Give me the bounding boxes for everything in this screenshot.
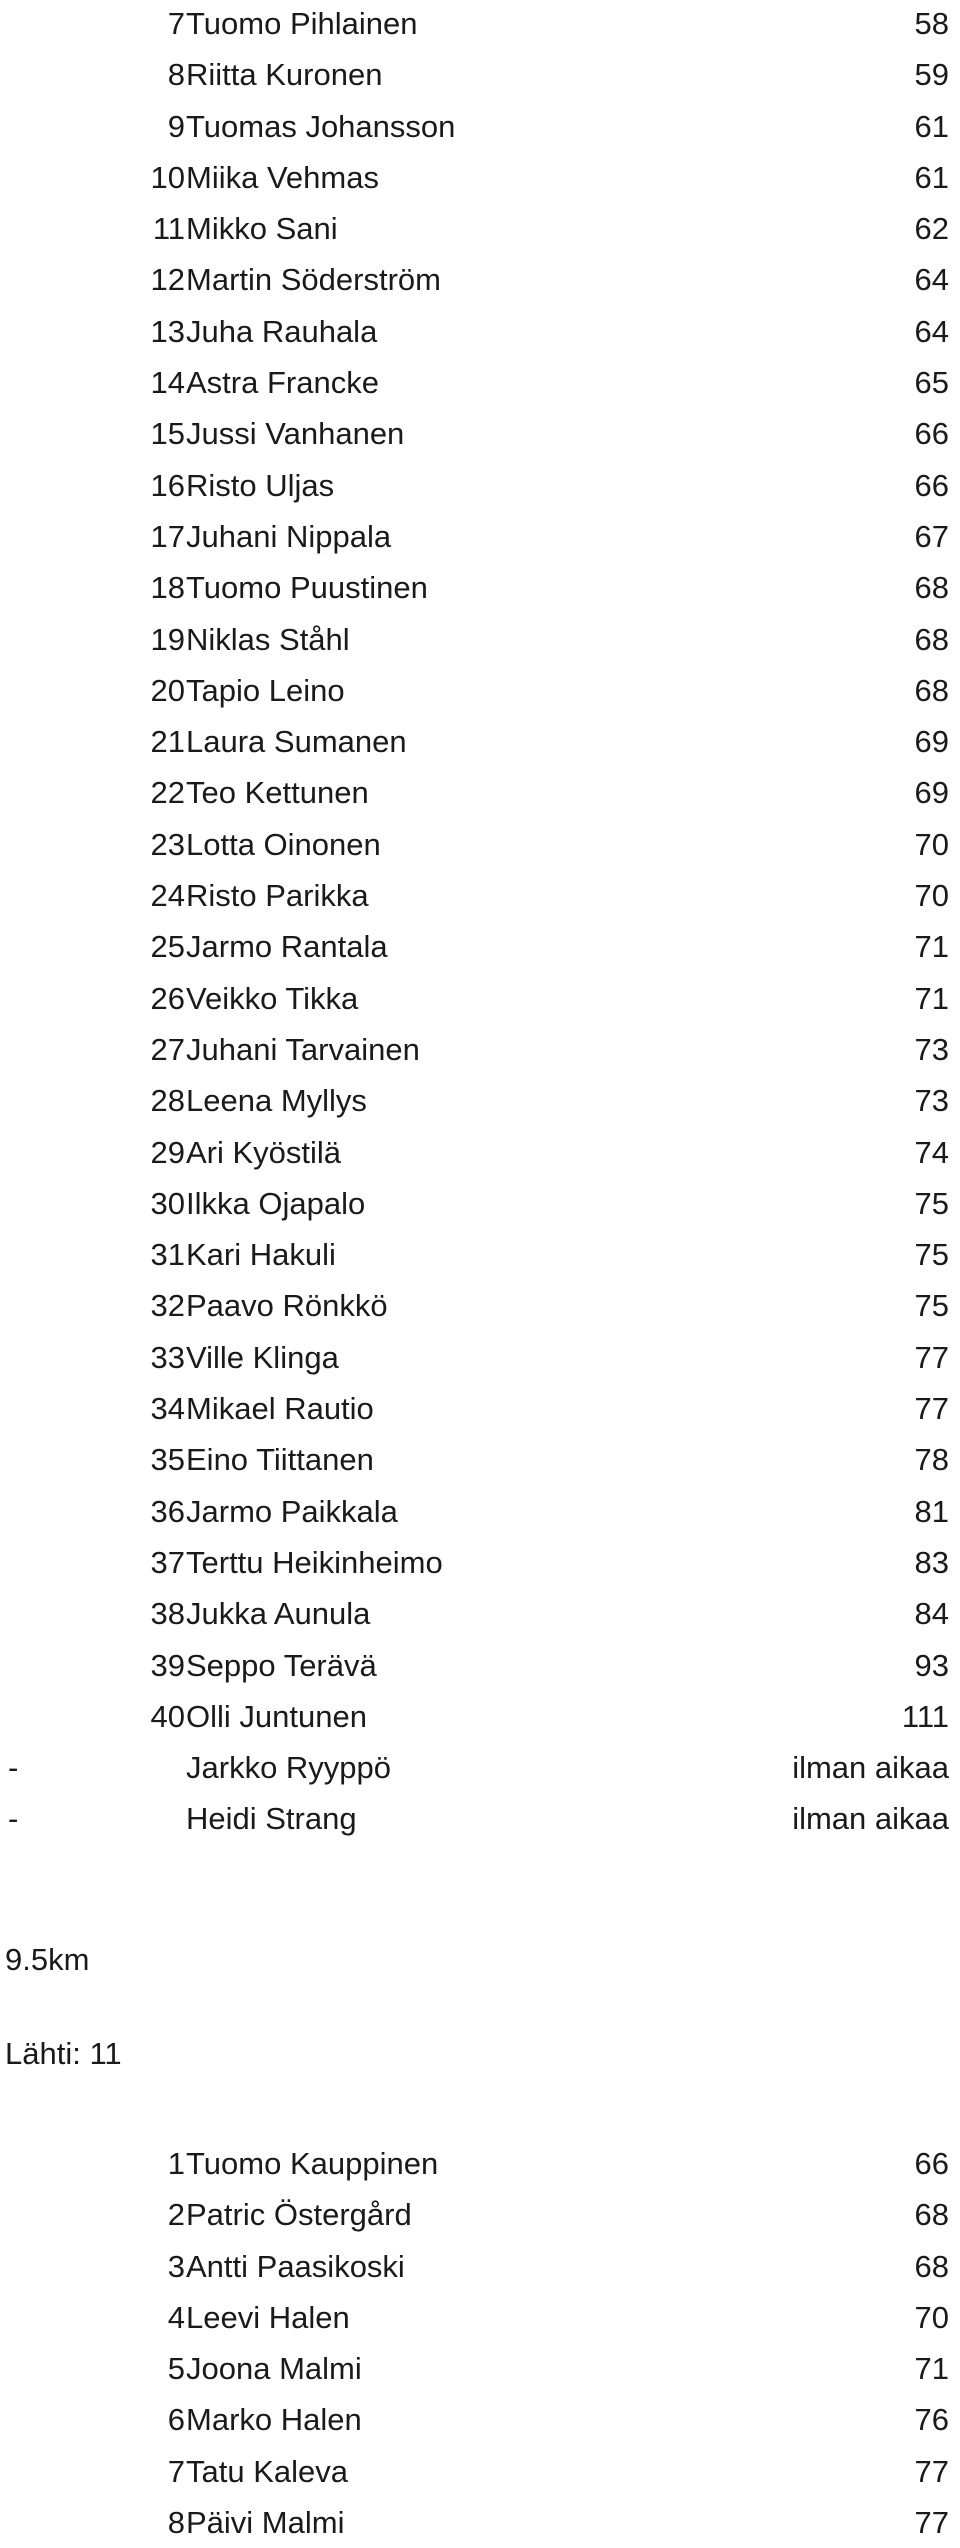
result-time: 83 <box>914 1544 949 1580</box>
result-row <box>0 1332 960 1383</box>
unplaced-mark: - <box>8 1801 19 1837</box>
competitor-name: Miika Vehmas <box>186 159 379 195</box>
competitor-name: Tapio Leino <box>186 672 345 708</box>
result-row <box>0 408 960 459</box>
rank: 2 <box>167 2197 185 2233</box>
result-row <box>0 511 960 562</box>
rank: 23 <box>150 826 185 862</box>
rank: 35 <box>150 1442 185 1478</box>
result-row <box>0 357 960 408</box>
rank: 36 <box>150 1493 185 1529</box>
result-time: 58 <box>914 6 949 41</box>
result-row <box>0 1075 960 1126</box>
results-list-2 <box>0 2138 960 2548</box>
rank: 20 <box>150 672 185 708</box>
competitor-name: Olli Juntunen <box>186 1698 367 1734</box>
result-time: 61 <box>914 159 949 195</box>
result-row <box>0 1383 960 1434</box>
result-time: 75 <box>914 1237 949 1273</box>
result-time: 73 <box>914 1031 949 1067</box>
result-time: 69 <box>914 775 949 811</box>
competitor-name: Jarkko Ryyppö <box>186 1750 392 1786</box>
rank: 4 <box>167 2299 185 2335</box>
competitor-name: Jukka Aunula <box>186 1596 371 1632</box>
competitor-name: Jussi Vanhanen <box>186 416 405 452</box>
result-row <box>0 716 960 767</box>
result-time: 93 <box>914 1647 949 1683</box>
result-time: 71 <box>914 929 949 965</box>
result-row <box>0 1691 960 1742</box>
result-row <box>0 2446 960 2497</box>
competitor-name: Riitta Kuronen <box>186 57 383 93</box>
rank: 37 <box>150 1544 185 1580</box>
unplaced-mark: - <box>8 1750 19 1786</box>
result-time: 75 <box>914 1288 949 1324</box>
rank: 11 <box>152 211 185 247</box>
result-row <box>0 2241 960 2292</box>
result-time: 71 <box>914 980 949 1016</box>
competitor-name: Eino Tiittanen <box>186 1442 374 1478</box>
rank: 3 <box>167 2248 185 2284</box>
result-row <box>0 562 960 613</box>
rank: 5 <box>167 2351 185 2387</box>
competitor-name: Tatu Kaleva <box>186 2453 348 2489</box>
result-row <box>0 1588 960 1639</box>
competitor-name: Juha Rauhala <box>186 313 378 349</box>
result-time: 64 <box>914 262 949 298</box>
competitor-name: Ari Kyöstilä <box>186 1134 342 1170</box>
competitor-name: Kari Hakuli <box>186 1237 336 1273</box>
rank: 30 <box>150 1185 185 1221</box>
competitor-name: Päivi Malmi <box>186 2505 345 2541</box>
result-row <box>0 254 960 305</box>
result-time: 68 <box>914 2248 949 2284</box>
rank: 26 <box>150 980 185 1016</box>
competitor-name: Seppo Terävä <box>186 1647 377 1683</box>
result-time: ilman aikaa <box>792 1801 949 1837</box>
result-time: 65 <box>914 365 949 401</box>
result-row <box>0 1793 960 1844</box>
rank: 8 <box>167 2505 185 2541</box>
result-time: 111 <box>901 1698 949 1734</box>
competitor-name: Tuomo Puustinen <box>186 570 428 606</box>
competitor-name: Antti Paasikoski <box>186 2248 405 2284</box>
result-row <box>0 306 960 357</box>
result-time: 78 <box>914 1442 949 1478</box>
result-row <box>0 1742 960 1793</box>
competitor-name: Teo Kettunen <box>186 775 369 811</box>
rank: 27 <box>150 1031 185 1067</box>
competitor-name: Jarmo Paikkala <box>186 1493 398 1529</box>
result-time: 77 <box>914 2505 949 2541</box>
rank: 8 <box>167 57 185 93</box>
result-row <box>0 2138 960 2189</box>
result-row <box>0 767 960 818</box>
rank: 13 <box>150 313 185 349</box>
result-time: 70 <box>914 2299 949 2335</box>
competitor-name: Paavo Rönkkö <box>186 1288 388 1324</box>
result-row <box>0 49 960 100</box>
result-time: 62 <box>914 211 949 247</box>
rank: 24 <box>150 878 185 914</box>
competitor-name: Risto Uljas <box>186 467 335 503</box>
result-row <box>0 2189 960 2240</box>
competitor-name: Tuomo Kauppinen <box>186 2146 439 2181</box>
result-time: 84 <box>914 1596 949 1632</box>
result-time: ilman aikaa <box>792 1750 949 1786</box>
competitor-name: Laura Sumanen <box>186 724 407 760</box>
result-row <box>0 1486 960 1537</box>
result-row <box>0 665 960 716</box>
competitor-name: Tuomas Johansson <box>186 108 456 144</box>
result-time: 68 <box>914 672 949 708</box>
competitor-name: Martin Söderström <box>186 262 441 298</box>
result-time: 71 <box>914 2351 949 2387</box>
result-row <box>0 921 960 972</box>
result-time: 68 <box>914 570 949 606</box>
result-row <box>0 1024 960 1075</box>
result-row <box>0 2497 960 2548</box>
competitor-name: Mikko Sani <box>186 211 338 247</box>
rank: 38 <box>150 1596 185 1632</box>
result-time: 66 <box>914 2146 949 2181</box>
result-time: 66 <box>914 416 949 452</box>
result-time: 61 <box>914 108 949 144</box>
result-row <box>0 973 960 1024</box>
result-time: 68 <box>914 621 949 657</box>
result-row <box>0 460 960 511</box>
competitor-name: Astra Francke <box>186 365 379 401</box>
result-row <box>0 2394 960 2445</box>
competitor-name: Leevi Halen <box>186 2299 350 2335</box>
competitor-name: Heidi Strang <box>186 1801 357 1837</box>
rank: 15 <box>150 416 185 452</box>
result-time: 76 <box>914 2402 949 2438</box>
result-row <box>0 2343 960 2394</box>
result-time: 67 <box>914 518 949 554</box>
rank: 25 <box>150 929 185 965</box>
result-row <box>0 1537 960 1588</box>
result-time: 73 <box>914 1083 949 1119</box>
start-count-heading: Lähti: 11 <box>5 2036 122 2071</box>
result-row <box>0 2292 960 2343</box>
result-time: 59 <box>914 57 949 93</box>
distance-heading: 9.5km <box>5 1942 90 1977</box>
rank: 6 <box>167 2402 185 2438</box>
result-row <box>0 203 960 254</box>
competitor-name: Risto Parikka <box>186 878 369 914</box>
rank: 17 <box>150 518 185 554</box>
rank: 10 <box>150 159 185 195</box>
rank: 12 <box>150 262 185 298</box>
result-time: 70 <box>914 826 949 862</box>
rank: 22 <box>150 775 185 811</box>
rank: 14 <box>150 365 185 401</box>
result-row <box>0 870 960 921</box>
rank: 34 <box>150 1391 185 1427</box>
result-time: 81 <box>914 1493 949 1529</box>
competitor-name: Joona Malmi <box>186 2351 362 2387</box>
result-time: 75 <box>914 1185 949 1221</box>
competitor-name: Mikael Rautio <box>186 1391 374 1427</box>
rank: 7 <box>167 6 185 41</box>
competitor-name: Terttu Heikinheimo <box>186 1544 443 1580</box>
competitor-name: Juhani Nippala <box>186 518 392 554</box>
competitor-name: Patric Östergård <box>186 2197 412 2233</box>
result-row <box>0 0 960 49</box>
result-time: 64 <box>914 313 949 349</box>
result-row <box>0 1280 960 1331</box>
rank: 9 <box>167 108 185 144</box>
result-time: 77 <box>914 1391 949 1427</box>
rank: 28 <box>150 1083 185 1119</box>
rank: 31 <box>150 1237 185 1273</box>
result-row <box>0 152 960 203</box>
result-time: 68 <box>914 2197 949 2233</box>
result-row <box>0 614 960 665</box>
rank: 18 <box>150 570 185 606</box>
rank: 7 <box>167 2453 185 2489</box>
result-row <box>0 1640 960 1691</box>
competitor-name: Juhani Tarvainen <box>186 1031 420 1067</box>
competitor-name: Leena Myllys <box>186 1083 367 1119</box>
rank: 19 <box>150 621 185 657</box>
rank: 39 <box>150 1647 185 1683</box>
competitor-name: Veikko Tikka <box>186 980 359 1016</box>
result-row <box>0 819 960 870</box>
rank: 1 <box>167 2146 185 2181</box>
result-time: 66 <box>914 467 949 503</box>
result-row <box>0 1178 960 1229</box>
result-time: 69 <box>914 724 949 760</box>
result-row <box>0 1127 960 1178</box>
competitor-name: Ville Klinga <box>186 1339 339 1375</box>
result-time: 70 <box>914 878 949 914</box>
competitor-name: Niklas Ståhl <box>186 621 350 657</box>
competitor-name: Ilkka Ojapalo <box>186 1185 366 1221</box>
result-time: 74 <box>914 1134 949 1170</box>
result-row <box>0 101 960 152</box>
rank: 16 <box>150 467 185 503</box>
rank: 21 <box>150 724 185 760</box>
competitor-name: Tuomo Pihlainen <box>186 6 418 41</box>
result-row <box>0 1229 960 1280</box>
rank: 40 <box>150 1698 185 1734</box>
competitor-name: Marko Halen <box>186 2402 362 2438</box>
rank: 32 <box>150 1288 185 1324</box>
result-row <box>0 1434 960 1485</box>
result-time: 77 <box>914 2453 949 2489</box>
rank: 33 <box>150 1339 185 1375</box>
competitor-name: Lotta Oinonen <box>186 826 381 862</box>
competitor-name: Jarmo Rantala <box>186 929 388 965</box>
result-time: 77 <box>914 1339 949 1375</box>
rank: 29 <box>150 1134 185 1170</box>
